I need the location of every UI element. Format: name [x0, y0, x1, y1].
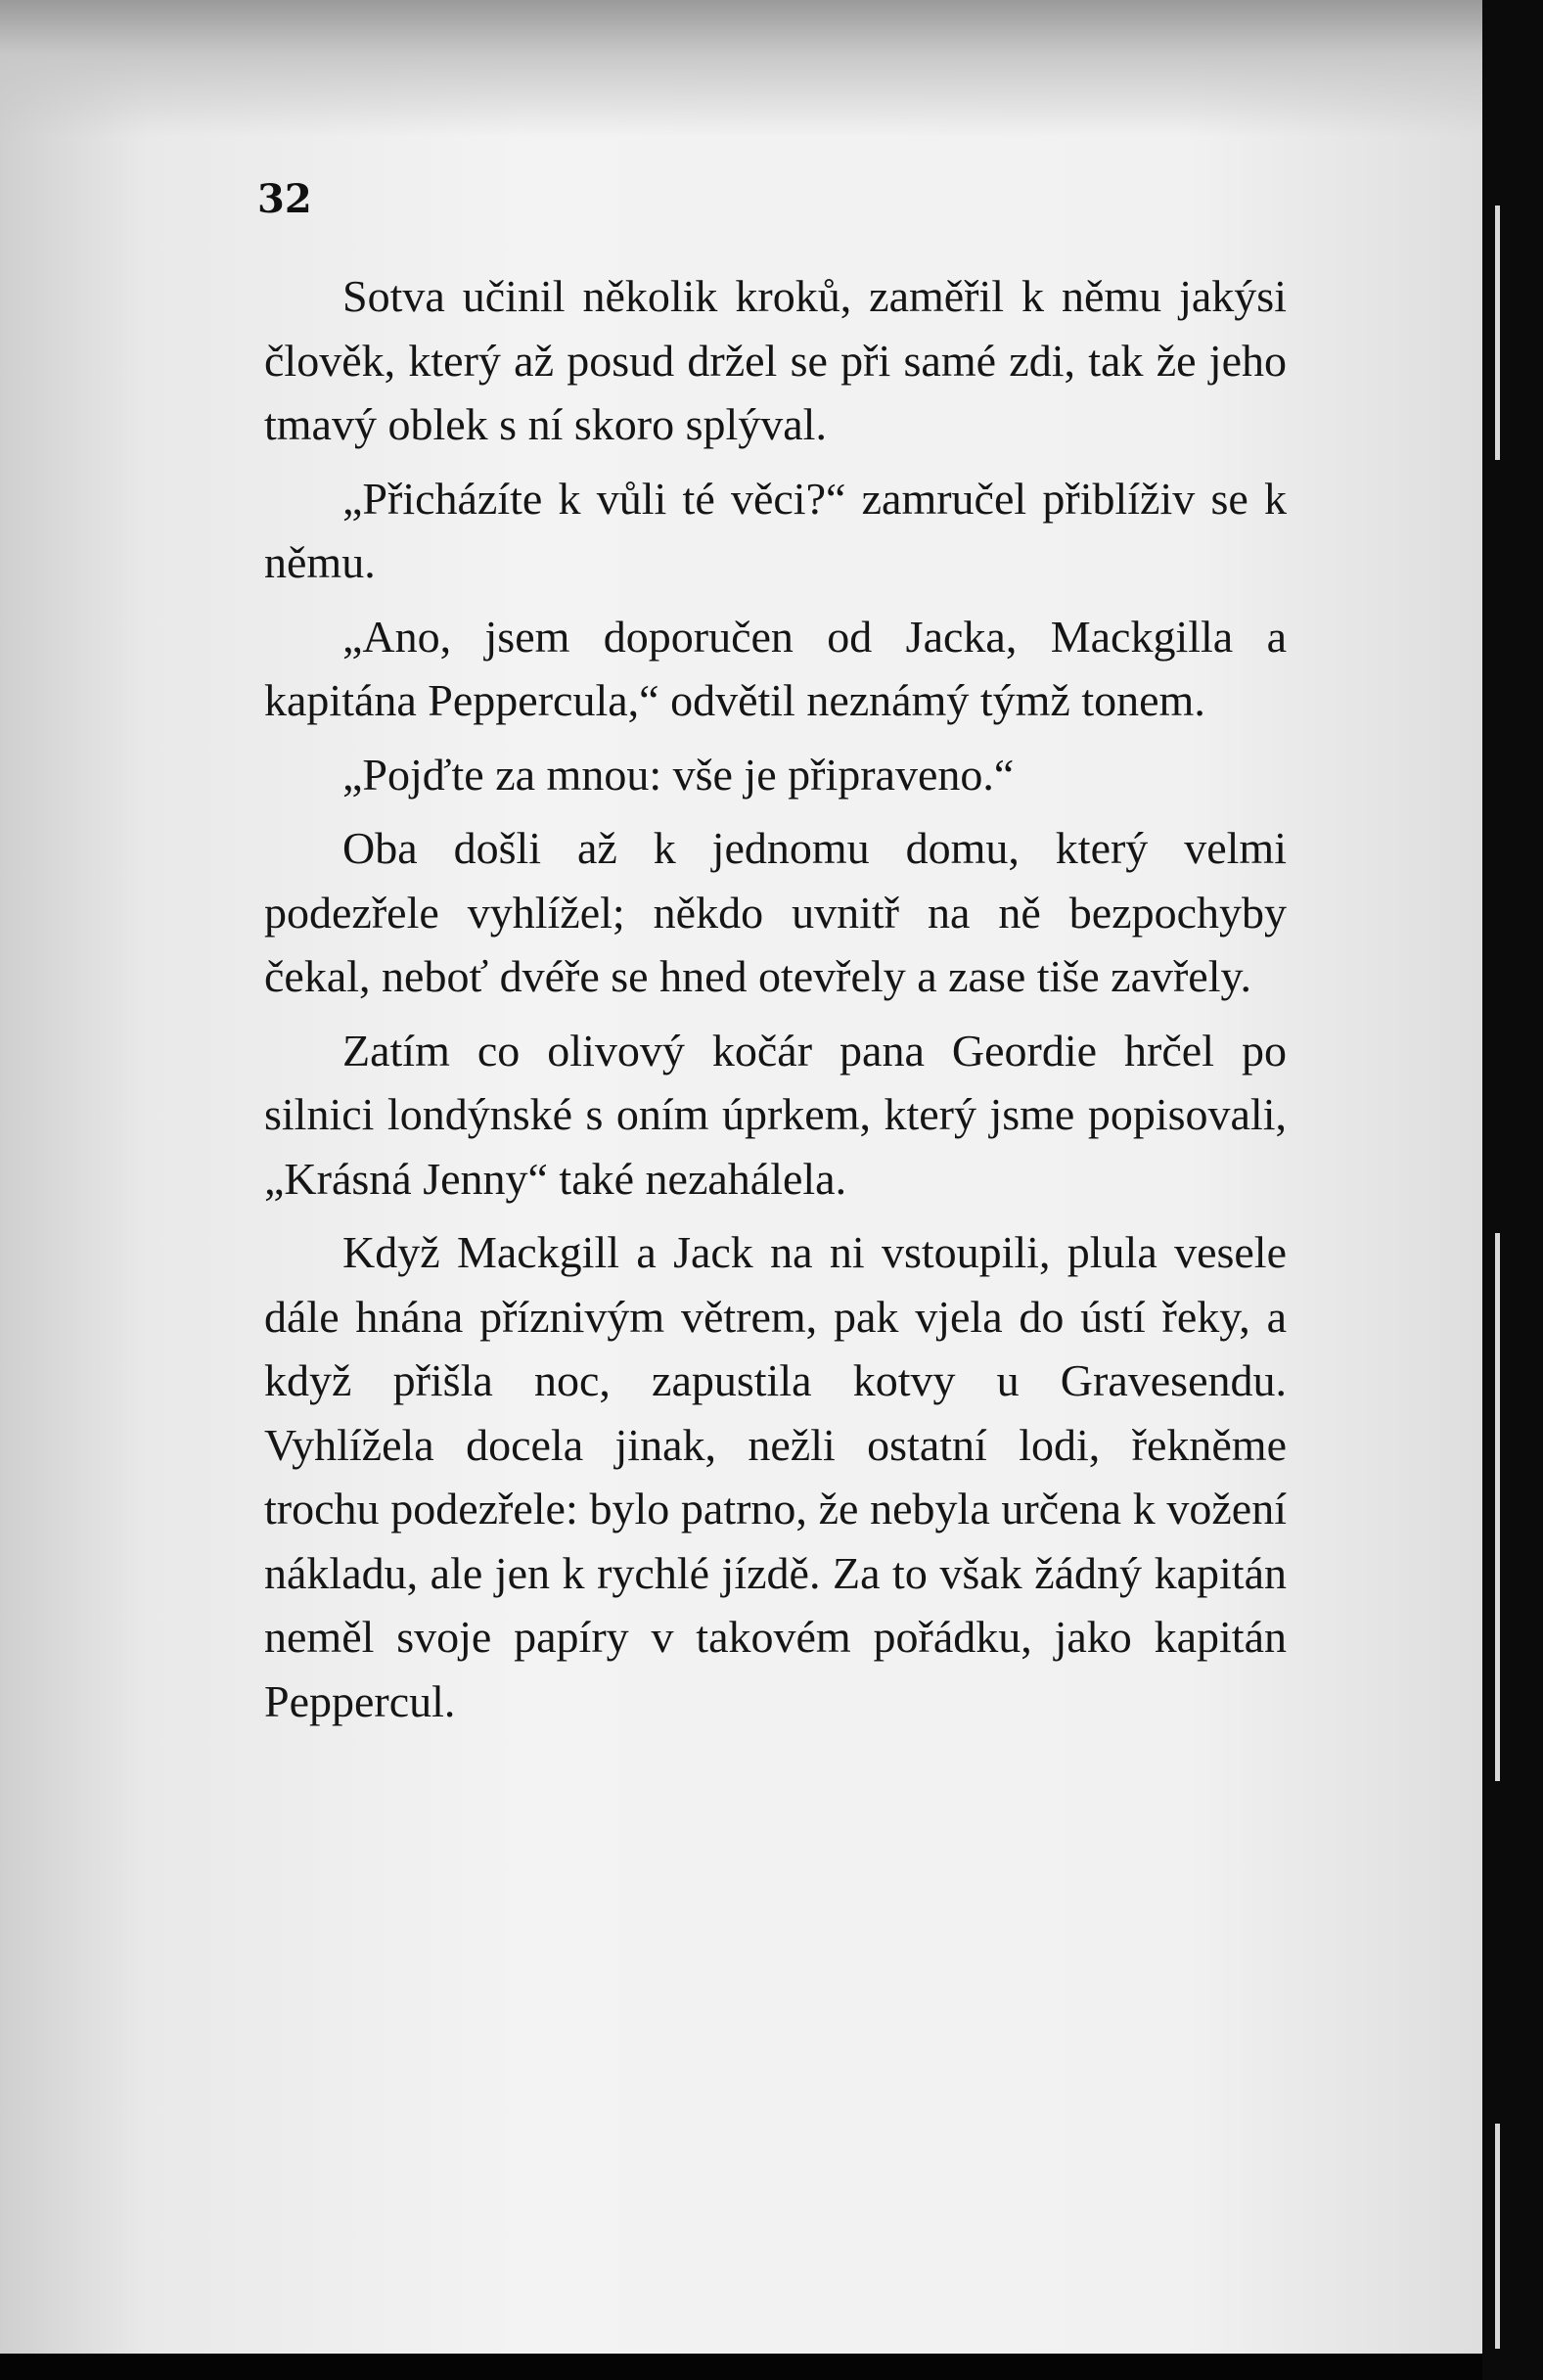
page-number: 32: [257, 176, 312, 222]
page-text: [264, 264, 1287, 1743]
paragraph-7: Když Mackgill a Jack na ni vstoupili, plula vesele dále hnána příznivým větrem, pak vjela do ústí řeky, a když přišla noc, zapustila kotvy u Gravesendu. Vyhlížela docela jinak, nežli ostatní lodi, řekněme trochu podezřele: bylo patrno, že nebyla určena k vožení nákladu, ale jen k rychlé jízdě. Za to však žádný kapitán neměl svoje papíry v takovém pořádku, jako kapitán Peppercul.: [264, 1227, 1287, 1726]
book-spine-shadow: [1482, 0, 1543, 2380]
paragraph-5: Oba došli až k jednomu domu, který velmi podezřele vyhlížel; někdo uvnitř na ně bezpochyby čekal, neboť dvéře se hned otevřely a zase tiše zavřely.: [264, 823, 1287, 1001]
paragraph-1: Sotva učinil několik kroků, zaměřil k němu jakýsi člověk, který až posud držel se při samé zdi, tak že jeho tmavý oblek s ní skoro splýval.: [264, 271, 1287, 449]
paragraph-4: „Pojďte za mnou: vše je připraveno.“: [342, 749, 1015, 800]
spine-edge-line: [1495, 206, 1500, 460]
spine-edge-line: [1495, 2124, 1500, 2349]
paragraph-3: „Ano, jsem doporučen od Jacka, Mackgilla a kapitána Peppercula,“ odvětil neznámý týmž tonem.: [264, 611, 1287, 725]
spine-edge-line: [1495, 1233, 1500, 1781]
paragraph-6: Zatím co olivový kočár pana Geordie hrčel po silnici londýnské s oním úprkem, který jsme popisovali, „Krásná Jenny“ také nezahálela.: [264, 1025, 1287, 1204]
paragraph-2: „Přicházíte k vůli té věci?“ zamručel přiblíživ se k němu.: [264, 473, 1287, 587]
